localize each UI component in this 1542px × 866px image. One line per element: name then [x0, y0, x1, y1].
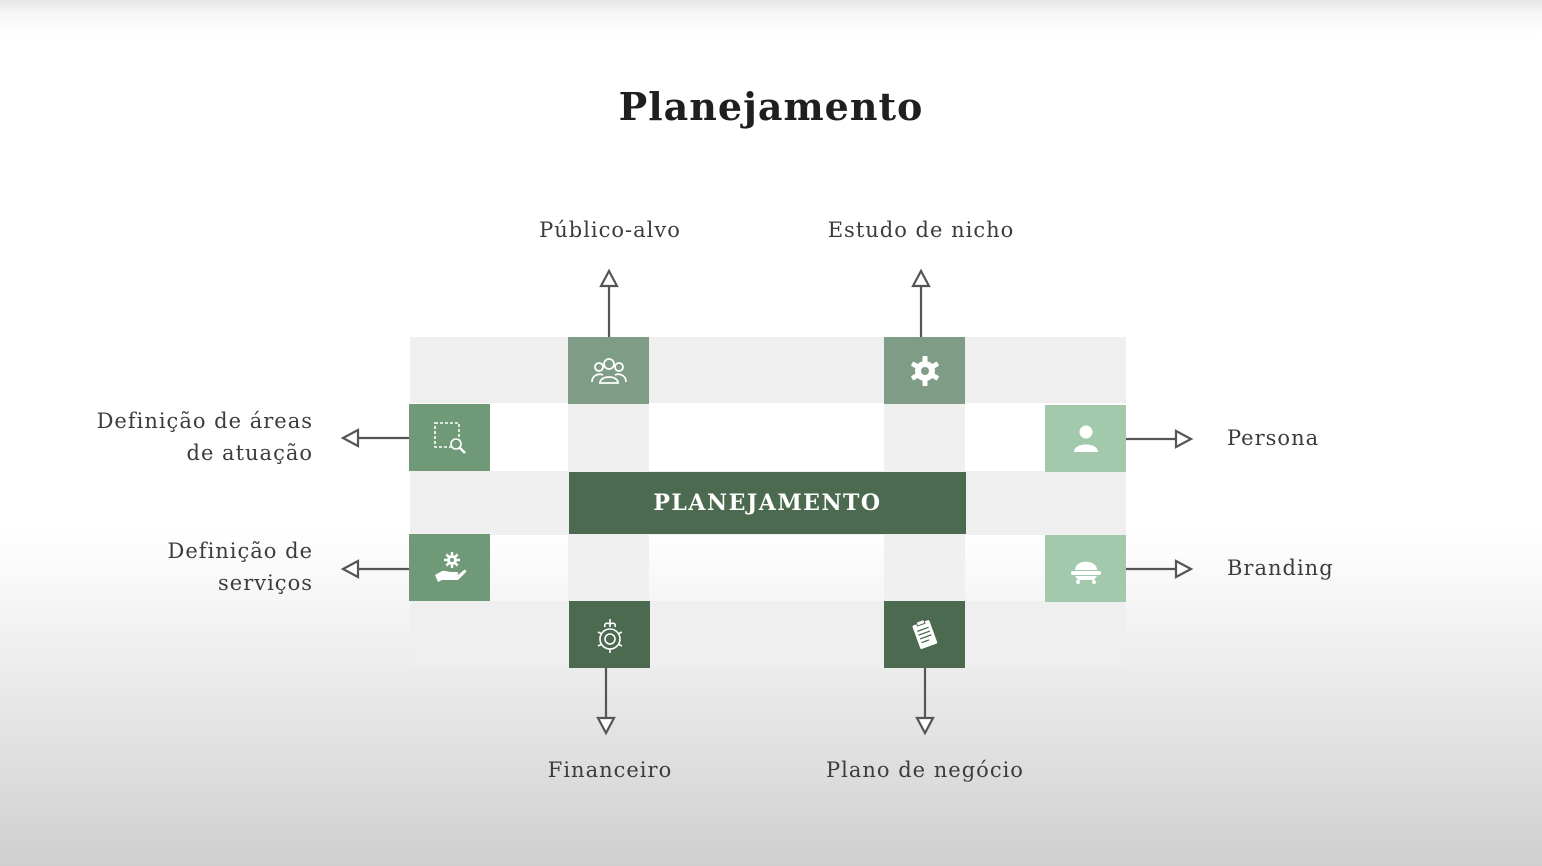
label-plano-negocio: Plano de negócio	[826, 758, 1024, 782]
search-area-icon	[430, 418, 470, 458]
group-people-icon	[589, 351, 629, 391]
arrowhead-servicos	[343, 561, 358, 577]
label-financeiro: Financeiro	[547, 758, 673, 782]
arrowhead-financeiro	[598, 718, 614, 733]
label-servicos-line2: serviços	[217, 571, 313, 595]
arrowhead-estudo-nicho	[913, 271, 929, 286]
tile-financeiro	[569, 601, 650, 668]
tile-plano-negocio	[884, 601, 965, 668]
label-servicos	[40, 535, 313, 599]
person-icon	[1066, 419, 1106, 459]
arrowhead-publico-alvo	[601, 271, 617, 286]
branding-icon	[1066, 549, 1106, 589]
arrowhead-branding	[1176, 561, 1191, 577]
tile-branding	[1045, 535, 1126, 602]
label-publico-alvo: Público-alvo	[539, 218, 681, 242]
center-planejamento-box: PLANEJAMENTO	[569, 472, 966, 534]
page-title: Planejamento	[618, 84, 924, 129]
hand-gear-icon	[430, 548, 470, 588]
label-areas-atuacao-line2: de atuação	[186, 441, 313, 465]
arrowhead-plano-negocio	[917, 718, 933, 733]
label-branding: Branding	[1227, 556, 1334, 580]
label-areas-atuacao-line1: Definição de áreas	[96, 409, 313, 433]
label-servicos-line1: Definição de	[167, 539, 313, 563]
money-tree-icon	[590, 615, 630, 655]
tile-publico-alvo	[568, 337, 649, 404]
tile-servicos	[409, 534, 490, 601]
label-persona: Persona	[1227, 426, 1320, 450]
tile-persona	[1045, 405, 1126, 472]
arrowhead-areas-atuacao	[343, 430, 358, 446]
arrowhead-persona	[1176, 431, 1191, 447]
label-areas-atuacao	[40, 405, 313, 469]
clipboard-icon	[905, 615, 945, 655]
label-estudo-nicho: Estudo de nicho	[827, 218, 1015, 242]
gear-icon	[905, 351, 945, 391]
tile-estudo-nicho	[884, 337, 965, 404]
tile-areas-atuacao	[409, 404, 490, 471]
